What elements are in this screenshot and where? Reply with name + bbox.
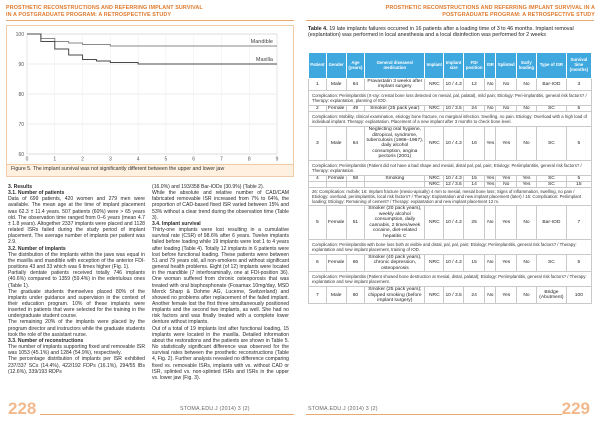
section-heading: 3.1. Number of patients	[8, 190, 65, 197]
table-cell: NRC	[425, 175, 444, 181]
table-cell: Pravastatin 3 weeks after implant surgery	[365, 79, 425, 91]
table-cell: Neglecting oral hygiene, ditropical, syndrome, tuberculosis (1966–1967), daily alcohol consumption, angina pectoris (2001)	[366, 127, 424, 160]
x-tick-label: 5	[164, 156, 168, 163]
column-header: FDI position	[464, 53, 485, 79]
table-cell: 100	[566, 287, 591, 304]
table-cell: No	[516, 254, 536, 271]
table-cell: 10 / 4.3	[445, 175, 462, 181]
table-cell: Yes	[496, 127, 516, 160]
table-cell: No	[485, 287, 496, 304]
table-cell: No	[496, 105, 516, 111]
complication-row	[309, 272, 592, 287]
complication-row	[309, 239, 592, 254]
table-cell: Smoker (25 pack year)	[365, 105, 425, 111]
table-header-row	[309, 53, 592, 79]
table-cell: 24	[464, 105, 485, 111]
table-cell: 64	[346, 127, 365, 160]
table-cell: 2	[309, 105, 327, 111]
column-header: Age (years)	[346, 53, 365, 79]
table-cell: Yes	[496, 254, 516, 271]
complication-note: 26: Complication: mobile; 16: Implant fracture (mesio-apically) 4 mm to mesial, mesial bone loss; Signs of inflammation, swelling, no pain / Etiology: overload, periimplantitis, local risk factors? / Therapy: Explantation and new implant placement (later) / 16: Complication: Periimplant loading; Etiology: Remaining of cement? / Therapy: explantation and new implant placement 12 m.	[309, 188, 592, 206]
y-tick-label: 60	[18, 151, 24, 158]
table-cell: NRC	[425, 254, 444, 271]
table-cell: Yes	[485, 127, 496, 160]
table-row	[309, 206, 592, 239]
table-cell: 10 / 3.5	[444, 287, 464, 304]
x-tick-label: 8	[247, 156, 251, 163]
table-cell: 24	[464, 287, 485, 304]
table-cell: Smoker (40 pack years), chronic depression, osteoporosis	[365, 254, 425, 271]
column-header: Implant size	[444, 53, 464, 79]
x-tick-label: 7	[220, 156, 223, 163]
table-cell: NRC	[425, 79, 444, 91]
table-cell: Male	[326, 287, 346, 304]
table-cell: No	[496, 182, 516, 188]
table-cell: 60	[346, 287, 365, 304]
column-header: Survival time (months)	[566, 53, 591, 79]
table-cell: 25	[464, 206, 485, 239]
table-cell: 5	[566, 175, 591, 181]
body-paragraph: The distribution of the implants within the jaws was equal in the maxilla and mandible with exception of the anterior FDI-positions 43 and 33 which was 6 times higher (Fig. 1).	[8, 251, 145, 271]
complication-row	[309, 90, 592, 105]
table-cell: 12	[464, 79, 485, 91]
survival-chart	[7, 26, 293, 165]
table-body	[309, 79, 592, 304]
x-tick-label: 9	[275, 156, 279, 163]
complication-row	[309, 188, 592, 206]
header-rule	[306, 20, 594, 21]
section-heading: 3.3. Number of reconstructions	[8, 337, 84, 344]
table-cell: No	[516, 287, 536, 304]
table-cell: 49	[346, 105, 365, 111]
complication-note: Complication: Periimplantitis (Patient did not have a bad shape and mesial, distal pal, pal, pain; Etiology: Periimplantitis, general risk factors? / Therapy: explantation.	[309, 160, 592, 175]
table-cell: Male	[326, 127, 346, 160]
table-cell: 15	[566, 182, 591, 188]
table-cell: Female	[328, 175, 345, 181]
table-cell: 10 / 4.3	[444, 254, 464, 271]
complication-note: Complication: Periimplantitis (Patient showed bone destruction at mesial, distal, palatal); Etiology: Periimplantitis, general risk factors? / Therapy: explantation and new implant placement.	[309, 272, 592, 287]
table-cell: 10 / 3.5	[445, 105, 462, 111]
column-header: Patient	[309, 53, 327, 79]
table-cell: Male	[326, 79, 346, 91]
body-paragraph: Out of a total of 19 implants lost after functional loading, 15 implants were located in the maxilla. Detailed information about the restorations and the patients are shown in Table 5. No statistically significant difference was observed for the survival rates between the prosthetic reconstructions (Table 4, Fig. 2). Further analysis revealed no difference comparing fixed vs. removable ISRs, implants with vs. without CAD or ISR, splinted vs. non-splinted ISRs and ISRs in the upper vs. lower jaw (Fig. 3).	[152, 325, 289, 381]
footer-rule	[306, 414, 562, 415]
right-page	[300, 0, 600, 424]
running-head: PROSTHETIC RECONSTRUCTIONS AND REFERRING IMPLANT SURVIVAL IN A POSTGRADUATE PROGRAM: A RETROSPECTIVE STUDY	[385, 5, 595, 18]
table-cell: 5	[566, 105, 591, 111]
x-tick-label: 2	[81, 156, 84, 163]
text-column-right	[152, 184, 289, 381]
table-cell: Bar-IOD	[537, 79, 567, 91]
table-row	[309, 254, 592, 271]
table-cell: Yes	[496, 175, 516, 181]
column-header: Early loading	[516, 53, 536, 79]
running-head: PROSTHETIC RECONSTRUCTIONS AND REFERRING IMPLANT SURVIVAL IN A POSTGRADUATE PROGRAM: A RETROSPECTIVE STUDY	[6, 5, 203, 18]
table-row	[309, 287, 592, 304]
table-cell: NRC	[425, 127, 444, 160]
table-cell: No	[516, 79, 536, 91]
y-tick-label: 90	[18, 61, 24, 68]
y-tick-label: 80	[18, 91, 24, 98]
column-header: Implant	[425, 53, 444, 79]
text-column-left	[8, 184, 145, 375]
implant-failures-table	[308, 52, 592, 304]
table-caption-label: Table 4.	[308, 26, 328, 32]
table-cell: 3	[566, 79, 591, 91]
table-cell: Yes	[486, 182, 495, 188]
table-cell: Yes	[496, 287, 516, 304]
body-paragraph: While the absolute and relative number of CAD/CAM fabricated removable ISR increased from 7% to 64%, the proportion of CAD-based fixed ISR varied between 15% and 53% without a clear trend during the observation time (Table 3).	[152, 190, 289, 221]
body-paragraph: The graduate students themselves placed 80% of the implants under guidance and supervision in the context of their education program. 10% of these implants were inserted in patients that were selected for the training in the undergraduate student course.	[8, 288, 145, 320]
table-cell: 5	[566, 254, 591, 271]
x-tick-label: 1	[53, 156, 57, 163]
table-cell: 7	[309, 287, 327, 304]
page-number: 229	[561, 399, 590, 418]
table-cell: 58	[346, 175, 365, 181]
column-header: Type of ISR	[537, 53, 567, 79]
table-cell: Smoker (25 pack years); chipped smoking (before implant surgery)	[365, 287, 425, 304]
table-cell: Smoking	[365, 175, 425, 181]
section-heading: 3.4. Implant survival	[152, 220, 201, 227]
table-cell: 6	[309, 254, 327, 271]
table-row	[309, 127, 592, 160]
table-cell: No	[485, 254, 496, 271]
table-cell: 64	[346, 79, 365, 91]
table-cell: 16	[464, 127, 485, 160]
series-label: Maxilla	[255, 57, 273, 63]
y-tick-label: 100	[15, 31, 24, 38]
column-header: ISR	[485, 53, 496, 79]
table-cell: 7	[566, 206, 591, 239]
table-cell: 14	[464, 182, 485, 188]
table-cell: Bar-IOD	[537, 206, 567, 239]
table-cell: 66	[346, 254, 365, 271]
page-number: 228	[8, 399, 37, 418]
table-cell: NRC	[425, 287, 444, 304]
complication-row	[309, 160, 592, 175]
survival-chart-frame	[6, 25, 294, 165]
complication-note: Complication: Periimplantitis (X-ray: crestal bone loss detected on mesial, pal, palatal), mild pain; Etiology: Peri-implantitis, general risk factors? / Therapy: explantation, planning of IOD.	[309, 90, 592, 105]
body-paragraph: Thirty-one implants were lost resulting in a cumulative survival rate (CSR) of 98.6% after 6 years. Twelve implants failed before loading while 19 implants were lost 1 to 4 years after loading (Table 4). Totally 12 implants in 6 patients were lost before functional loading. These patients were between 51 and 79 years old, all non-smokers and without significant general health problems. Eight (of 12) implants were located in the mandible (7 interforaminally, one at FDI-position 36). One woman suffered from chronic osteoporosis that was treated with oral bisphosphonate (Fosamax 10mg/day, MSD Merck Sharp & Dohme AG, Lucerne, Switzerland) and showed no problems after replacement of the failed implant. Another female lost the first three simultaneously positioned implants and the second two implants, as well. She had no risk factors and was finally treated with a complete lower denture without implants.	[152, 227, 289, 326]
journal-footer: STOMA.EDU.J (2014) 3 (2)	[180, 406, 250, 412]
table-cell: Yes	[516, 182, 536, 188]
section-heading: 3. Results	[8, 184, 33, 190]
table-cell: 5	[309, 206, 327, 239]
table-cell: SC	[537, 182, 567, 188]
table-cell: 5	[566, 127, 591, 160]
section-heading: 3.2. Number of implants	[8, 245, 66, 252]
table-cell: No	[496, 79, 516, 91]
table-cell: No	[516, 206, 536, 239]
table-cell: 10 / 4.3	[444, 79, 464, 91]
table-row	[309, 79, 592, 91]
column-header: Gender	[326, 53, 346, 79]
table-caption-text: 19 late implants failures occurred in 16 patients after a loading time of 3 to 46 months. Implant removal (explantation) was performed in local anesthesia and a local disinfection was performed for 2 weeks	[308, 26, 574, 39]
table-cell: Female	[326, 254, 346, 271]
table-cell: Female	[328, 105, 345, 111]
figure-caption: Figure 5. The implant survival was not significantly different between the upper and lower jaw	[6, 164, 294, 177]
complication-row	[309, 112, 592, 127]
table-cell: 4	[309, 175, 327, 181]
body-paragraph: The percentage distribution of implants per ISR exhibited 237/337 SCs (14.4%), 422/192 FDPs (16.1%), 294/55 IBs (12.6%), 339/193 RDPs	[8, 356, 145, 375]
table-cell: No	[485, 79, 496, 91]
x-tick-label: 6	[192, 156, 196, 163]
table-cell: Smoker (20 pack years), weekly alcohol consumption, daily cannabis, 2 times/week cocaine, diet-related hepatitis C	[365, 206, 425, 239]
footer-rule	[40, 414, 294, 415]
table-cell: 3	[309, 127, 327, 160]
table-cell: 15	[464, 175, 485, 181]
table-cell: No	[516, 105, 536, 111]
table-cell: Female	[326, 206, 346, 239]
table-cell: No	[485, 206, 496, 239]
y-tick-label: 70	[18, 121, 24, 128]
table-cell: Yes	[516, 175, 536, 181]
table-cell: Yes	[486, 175, 495, 181]
body-paragraph: Partially dentate patients received totally 746 implants (40.6%) compared to 1359 (59.4%) in the edentulous ones (Table 1).	[8, 270, 145, 289]
table-cell: 1	[309, 79, 327, 91]
table-cell: NRC	[425, 105, 444, 111]
body-paragraph: The number of implants supporting fixed and removable ISR was 1053 (45.1%) and 1284 (54.9%), respectively.	[8, 344, 145, 357]
table-caption	[308, 26, 592, 39]
table-cell: SC	[537, 105, 567, 111]
table-cell: SC	[537, 127, 567, 160]
body-paragraph: (16.0%) and 193/358 Bar-IODs (30.9%) (Table 2).	[152, 184, 265, 190]
x-tick-label: 4	[136, 156, 140, 163]
table-cell: 10 / 4.3	[444, 206, 464, 239]
column-header: Splinted	[496, 53, 516, 79]
table-cell: 12 / 3.5	[445, 182, 462, 188]
table-cell: Bridge (Abutment)	[537, 287, 567, 304]
table-cell: No	[485, 105, 496, 111]
x-tick-label: 3	[108, 156, 112, 163]
body-paragraph: Data of 699 patients, 420 women and 279 men were available. The mean age at the time of implant placement was 62.3 ± 11.4 years. 507 patients (60%) were > 65 years old. The observation time ranged from 0–6 years (mean 4.7 ± 1.8 years). Altogether 2337 implants were placed and 1128 related ISRs failed during the study period of implant placement. The average number of implants per patient was 2.9.	[8, 196, 145, 246]
body-paragraph: The remaining 20% of the implants were placed by the program director and instructors while the graduate students took the role of the assistant nurse.	[8, 319, 145, 338]
series-label: Mandible	[250, 39, 273, 45]
complication-note: Complication: Mobility, clinical examination, etiology bone fracture, no marginal infection. Swelling, no pain. Etiology: Overload with a high load of individual implant. Therapy: explantation. Placement of a new implant after 3 months to check bone level.	[309, 112, 592, 127]
table-cell: 51	[346, 206, 365, 239]
table-cell: 15	[464, 254, 485, 271]
header-rule	[6, 20, 294, 21]
x-tick-label: 0	[25, 156, 29, 163]
table-cell: NRC	[425, 182, 444, 188]
table-cell: SC	[537, 254, 567, 271]
table-cell: SC	[537, 175, 567, 181]
table-cell: No	[516, 127, 536, 160]
column-header: General diseases/ medication	[365, 53, 425, 79]
table-cell: 10 / 4.3	[444, 127, 464, 160]
journal-footer: STOMA.EDU.J (2014) 3 (2)	[308, 406, 378, 412]
complication-note: Complication: Periimplantitis with bone loss both at visible and distal, pal, pal, pain; Etiology: Periimplantitis, general risk factors? / Therapy: explantation and new implant placement, training of IOD.	[309, 239, 592, 254]
table-cell: Yes	[496, 206, 516, 239]
table-cell: NRC	[425, 206, 444, 239]
